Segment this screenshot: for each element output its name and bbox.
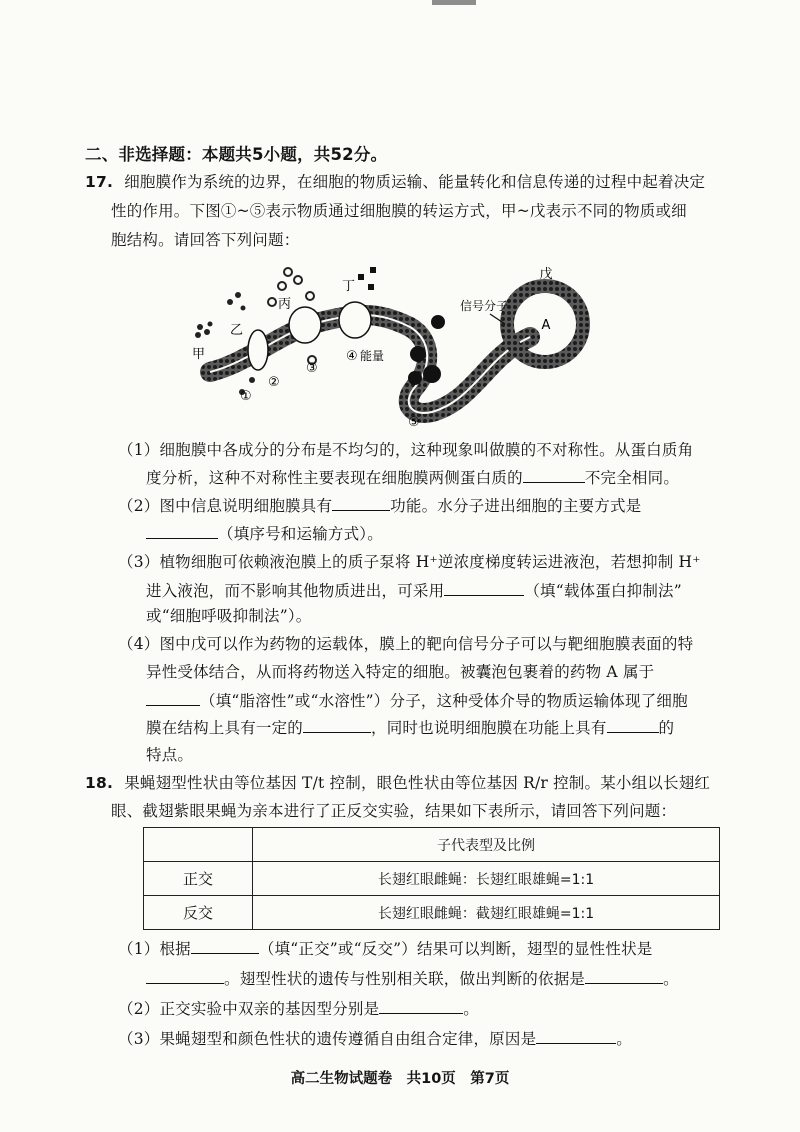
answer-blank[interactable] [146,523,218,539]
q18-p1-text-d: 。 [663,970,679,988]
q17-stem-text-1: 细胞膜作为系统的边界，在细胞的物质运输、能量转化和信息传递的过程中起着决定 [124,173,706,191]
route-1-label: ① [240,389,252,404]
q17-p3-line-1: （3）植物细胞可依赖液泡膜上的质子泵将 H⁺逆浓度梯度转运进液泡，若想抑制 H⁺ [118,553,701,571]
label-ding: 丁 [342,279,356,294]
q18-p1-line-1 [118,938,652,959]
q17-p3-line-2 [146,580,682,601]
q18-p1-line-2 [146,968,679,989]
answer-blank[interactable] [146,690,200,706]
q17-p3-line-3: 或“细胞呼吸抑制法”）。 [146,607,312,625]
cross-results-table [143,827,720,930]
carrier-protein-bing [289,307,321,343]
label-yi: 乙 [230,323,244,338]
channel-protein-yi [248,330,268,370]
q17-stem-line-2: 性的作用。下图①~⑤表示物质通过细胞膜的转运方式，甲~戊表示不同的物质或细 [111,202,687,220]
q17-p4-text-e: ，同时也说明细胞膜在功能上具有 [371,719,607,737]
q18-p2-text-b: 。 [463,1000,479,1018]
route-3-label: ③ [306,361,318,376]
answer-blank[interactable] [303,717,371,733]
table-cell: 正交 [144,862,253,896]
q18-stem-line-1 [85,773,710,793]
membrane-transport-figure [170,262,610,432]
q17-p3-text-c: （填“载体蛋白抑制法” [524,582,682,600]
q17-p4-text-c: （填“脂溶性”或“水溶性”）分子，这种受体介导的物质运输体现了细胞 [200,692,688,710]
label-bing: 丙 [278,297,292,312]
table-header-row [144,828,720,862]
q17-number: 17. [85,173,114,191]
q17-p4-line-5: 特点。 [146,746,194,764]
q18-p1-text-b: （填“正交”或“反交”）结果可以判断，翅型的显性性状是 [258,940,653,958]
q18-stem-line-2: 眼、截翅紫眼果蝇为亲本进行了正反交实验，结果如下表所示，请回答下列问题： [111,802,677,820]
q17-p3-text-b: 进入液泡，而不影响其他物质进出，可采用 [146,582,445,600]
q18-number: 18. [85,774,114,792]
q18-p1-text-c: 。翅型性状的遗传与性别相关联，做出判断的依据是 [224,970,586,988]
label-wu: 戊 [539,267,553,282]
q17-p4-line-3 [146,690,688,711]
q18-p2-text-a: （2）正交实验中双亲的基因型分别是 [118,1000,380,1018]
q17-p2-text-a: （2）图中信息说明细胞膜具有 [118,497,333,515]
q17-p4-line-4 [146,717,674,738]
q17-p1-text-b: 度分析，这种不对称性主要表现在细胞膜两侧蛋白质的 [146,469,523,487]
answer-blank[interactable] [191,938,259,954]
scan-mark [432,0,476,5]
route-5-label: ⑤ [408,415,420,430]
q18-p3-text-a: （3）果蝇翅型和颜色性状的遗传遵循自由组合定律，原因是 [118,1030,537,1048]
signal-molecule-label: 信号分子 [460,299,509,313]
q17-p2-text-b: 功能。水分子进出细胞的主要方式是 [390,497,642,515]
table-row [144,862,720,896]
table-header-cell: 子代表型及比例 [253,828,720,862]
q17-p2-text-c: （填序号和运输方式）。 [218,525,383,543]
pump-protein-ding [339,302,371,338]
q18-stem-text-1: 果蝇翅型性状由等位基因 T/t 控制，眼色性状由等位基因 R/r 控制。某小组以长翅红 [124,774,711,792]
answer-blank[interactable] [332,495,390,511]
drug-a-label: A [541,318,551,333]
table-row [144,896,720,930]
q17-p4-text-d: 膜在结构上具有一定的 [146,719,304,737]
answer-blank[interactable] [146,968,224,984]
q17-p4-line-2: 异性受体结合，从而将药物送入特定的细胞。被囊泡包裹着的药物 A 属于 [146,663,655,681]
route-2-label: ② [268,375,280,390]
q17-stem-line-3: 胞结构。请回答下列问题： [111,231,300,249]
answer-blank[interactable] [536,1028,616,1044]
q18-p3-text-b: 。 [616,1030,632,1048]
q18-p2-line [118,998,479,1019]
answer-blank[interactable] [444,580,524,596]
q17-p1-text-c: 不完全相同。 [584,469,680,487]
answer-blank[interactable] [523,467,585,483]
q17-p2-line-1 [118,495,641,516]
label-jia: 甲 [192,347,206,362]
q17-p4-line-1: （4）图中戊可以作为药物的运载体，膜上的靶向信号分子可以与靶细胞膜表面的特 [118,635,694,653]
q18-p1-text-a: （1）根据 [118,940,191,958]
q17-p2-line-2 [146,523,383,544]
q17-stem-line-1 [85,172,705,192]
table-cell: 反交 [144,896,253,930]
q18-p3-line [118,1028,632,1049]
answer-blank[interactable] [379,998,463,1014]
answer-blank[interactable] [585,968,663,984]
section-title: 二、非选择题：本题共5小题，共52分。 [85,145,388,164]
table-cell: 长翅红眼雌蝇：截翅红眼雄蝇=1:1 [253,896,720,930]
page-footer: 高二生物试题卷 共10页 第7页 [290,1071,510,1087]
answer-blank[interactable] [607,717,659,733]
table-header-cell [144,828,253,862]
q17-p1-line-2 [146,467,679,488]
table-cell: 长翅红眼雌蝇：长翅红眼雄蝇=1:1 [253,862,720,896]
q17-p4-text-f: 的 [658,719,675,737]
q17-p1-line-1: （1）细胞膜中各成分的分布是不均匀的，这种现象叫做膜的不对称性。从蛋白质角 [118,441,694,459]
energy-label: 能量 [360,349,385,363]
route-4-label: ④ [346,349,358,364]
